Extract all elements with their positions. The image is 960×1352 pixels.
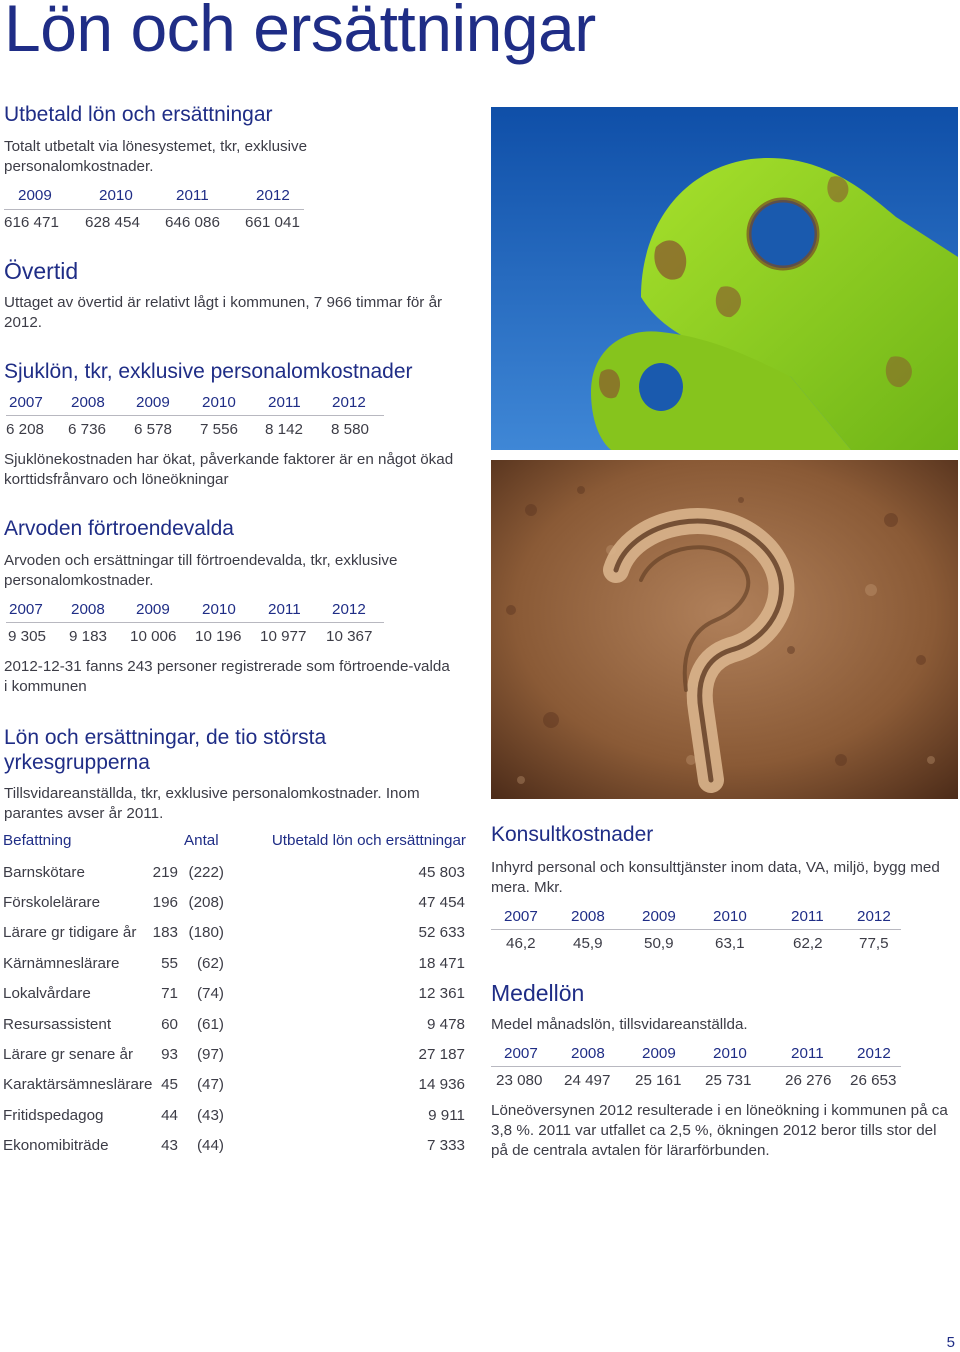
value-cell: 62,2 <box>793 935 823 952</box>
value-cell: 8 580 <box>331 421 370 438</box>
value-cell: 45,9 <box>573 935 603 952</box>
row-befattning: Lokalvårdare <box>3 985 91 1002</box>
value-cell: 9 183 <box>69 628 108 645</box>
row-lon: 14 936 <box>418 1076 465 1093</box>
row-antal-2011: (43) <box>196 1107 224 1124</box>
year-cell: 2008 <box>571 1045 605 1062</box>
table-row <box>3 864 475 886</box>
medellon-table <box>491 1045 901 1095</box>
page-title: Lön och ersättningar <box>4 0 596 65</box>
year-cell: 2011 <box>176 187 209 204</box>
value-cell: 23 080 <box>496 1072 543 1089</box>
year-cell: 2010 <box>202 601 236 618</box>
row-antal-2011: (44) <box>196 1137 224 1154</box>
row-antal: 60 <box>161 1016 178 1033</box>
sjuklon-heading: Sjuklön, tkr, exklusive personalomkostnader <box>4 360 413 383</box>
utbetald-description: Totalt utbetalt via lönesystemet, tkr, exklusive personalomkostnader. <box>4 138 308 175</box>
value-cell: 10 977 <box>260 628 307 645</box>
table-divider <box>491 929 901 930</box>
column-header-antal: Antal <box>184 832 219 849</box>
konsult-description: Inhyrd personal och konsulttjänster inom data, VA, miljö, bygg med mera. Mkr. <box>491 859 940 896</box>
table-divider <box>4 209 304 210</box>
value-cell: 77,5 <box>859 935 889 952</box>
value-cell: 10 196 <box>195 628 242 645</box>
hooks-photo <box>491 107 958 450</box>
utbetald-heading: Utbetald lön och ersättningar <box>4 103 273 126</box>
page-number: 5 <box>946 1334 955 1351</box>
year-cell: 2009 <box>136 601 170 618</box>
row-befattning: Karaktärsämneslärare <box>3 1076 153 1093</box>
value-cell: 628 454 <box>85 214 140 231</box>
year-cell: 2010 <box>713 1045 747 1062</box>
year-cell: 2008 <box>571 908 605 925</box>
table-row <box>3 1076 475 1098</box>
year-cell: 2009 <box>642 1045 676 1062</box>
row-antal: 93 <box>161 1046 178 1063</box>
row-antal-2011: (47) <box>196 1076 224 1093</box>
medellon-heading: Medellön <box>491 980 585 1006</box>
year-cell: 2011 <box>268 394 301 411</box>
year-cell: 2007 <box>504 1045 538 1062</box>
row-antal: 43 <box>161 1137 178 1154</box>
year-cell: 2007 <box>9 394 43 411</box>
row-befattning: Resursassistent <box>3 1016 112 1033</box>
value-cell: 7 556 <box>200 421 239 438</box>
year-cell: 2011 <box>268 601 301 618</box>
value-cell: 25 731 <box>705 1072 752 1089</box>
row-befattning: Barnskötare <box>3 864 85 881</box>
row-lon: 18 471 <box>418 955 465 972</box>
year-cell: 2009 <box>642 908 676 925</box>
row-befattning: Förskolelärare <box>3 894 101 911</box>
table-row <box>3 894 475 916</box>
value-cell: 6 578 <box>134 421 173 438</box>
year-cell: 2009 <box>18 187 52 204</box>
value-cell: 50,9 <box>644 935 674 952</box>
table-row <box>3 1046 475 1068</box>
tio-heading: Lön och ersättningar, de tio största yrkesgrupperna <box>4 726 327 774</box>
table-row <box>3 985 475 1007</box>
value-cell: 6 208 <box>6 421 45 438</box>
konsult-table <box>491 908 901 958</box>
row-antal-2011: (222) <box>188 864 224 881</box>
value-cell: 26 653 <box>850 1072 897 1089</box>
row-antal-2011: (61) <box>196 1016 224 1033</box>
year-cell: 2010 <box>99 187 133 204</box>
sjuklon-table <box>6 394 384 444</box>
value-cell: 10 006 <box>130 628 177 645</box>
row-antal: 71 <box>161 985 178 1002</box>
row-lon: 9 478 <box>426 1016 465 1033</box>
table-divider <box>6 622 384 623</box>
medellon-description: Medel månadslön, tillsvidareanställda. <box>491 1016 748 1033</box>
row-lon: 52 633 <box>418 924 465 941</box>
konsult-heading: Konsultkostnader <box>491 823 654 846</box>
table-row <box>3 1107 475 1129</box>
value-cell: 9 305 <box>8 628 47 645</box>
row-lon: 9 911 <box>428 1107 465 1124</box>
value-cell: 24 497 <box>564 1072 611 1089</box>
rust-question-mark-photo <box>491 460 958 799</box>
value-cell: 25 161 <box>635 1072 682 1089</box>
row-antal: 55 <box>161 955 178 972</box>
row-antal-2011: (74) <box>196 985 224 1002</box>
value-cell: 26 276 <box>785 1072 832 1089</box>
column-header-lon: Utbetald lön och ersättningar <box>271 832 466 849</box>
arvoden-heading: Arvoden förtroendevalda <box>4 517 234 540</box>
row-lon: 12 361 <box>418 985 465 1002</box>
row-befattning: Lärare gr tidigare år <box>3 924 137 941</box>
arvoden-table <box>6 601 384 651</box>
row-antal: 45 <box>161 1076 178 1093</box>
year-cell: 2007 <box>504 908 538 925</box>
year-cell: 2012 <box>332 601 366 618</box>
year-cell: 2011 <box>791 1045 824 1062</box>
year-cell: 2008 <box>71 394 105 411</box>
value-cell: 661 041 <box>245 214 300 231</box>
table-row <box>3 924 475 946</box>
value-cell: 616 471 <box>4 214 59 231</box>
arvoden-description: Arvoden och ersättningar till förtroendevalda, tkr, exklusive personalomkostnader. <box>4 552 398 589</box>
year-cell: 2009 <box>136 394 170 411</box>
row-lon: 27 187 <box>418 1046 465 1063</box>
value-cell: 646 086 <box>165 214 220 231</box>
table-row <box>3 955 475 977</box>
year-cell: 2012 <box>857 1045 891 1062</box>
year-cell: 2012 <box>332 394 366 411</box>
row-befattning: Lärare gr senare år <box>3 1046 134 1063</box>
sjuklon-note: Sjuklönekostnaden har ökat, påverkande faktorer är en något ökad korttidsfrånvaro och löneökningar <box>4 451 454 488</box>
row-antal-2011: (208) <box>188 894 224 911</box>
row-befattning: Fritidspedagog <box>3 1107 104 1124</box>
column-header-befattning: Befattning <box>3 832 72 849</box>
row-befattning: Ekonomibiträde <box>3 1137 109 1154</box>
table-divider <box>491 1066 901 1067</box>
year-cell: 2007 <box>9 601 43 618</box>
year-cell: 2010 <box>202 394 236 411</box>
value-cell: 46,2 <box>506 935 536 952</box>
year-cell: 2008 <box>71 601 105 618</box>
row-lon: 45 803 <box>418 864 465 881</box>
year-cell: 2012 <box>857 908 891 925</box>
row-antal: 219 <box>152 864 178 881</box>
overtid-description: Uttaget av övertid är relativt lågt i kommunen, 7 966 timmar för år 2012. <box>4 294 443 331</box>
medellon-note: Löneöversynen 2012 resulterade i en löneökning i kommunen på ca 3,8 %. 2011 var utfallet ca 2,5 %, ökningen 2012 beror tills stor del på de centrala avtalen för lärarförbunden. <box>491 1102 948 1159</box>
value-cell: 6 736 <box>68 421 107 438</box>
row-lon: 47 454 <box>418 894 465 911</box>
row-antal-2011: (180) <box>188 924 224 941</box>
arvoden-note: 2012-12-31 fanns 243 personer registrerade som förtroende-valda i kommunen <box>4 658 450 695</box>
utbetald-table <box>4 187 304 237</box>
value-cell: 8 142 <box>265 421 304 438</box>
overtid-heading: Övertid <box>4 258 79 284</box>
row-antal: 196 <box>152 894 178 911</box>
year-cell: 2012 <box>256 187 290 204</box>
row-antal: 183 <box>152 924 178 941</box>
row-antal: 44 <box>161 1107 178 1124</box>
row-lon: 7 333 <box>426 1137 465 1154</box>
value-cell: 63,1 <box>715 935 745 952</box>
tio-description: Tillsvidareanställda, tkr, exklusive personalomkostnader. Inom parantes avser år 2011. <box>4 785 420 822</box>
row-antal-2011: (62) <box>196 955 224 972</box>
table-row <box>3 1016 475 1038</box>
year-cell: 2011 <box>791 908 824 925</box>
value-cell: 10 367 <box>326 628 373 645</box>
row-antal-2011: (97) <box>196 1046 224 1063</box>
table-divider <box>6 415 384 416</box>
year-cell: 2010 <box>713 908 747 925</box>
row-befattning: Kärnämneslärare <box>3 955 120 972</box>
table-row <box>3 1137 475 1159</box>
